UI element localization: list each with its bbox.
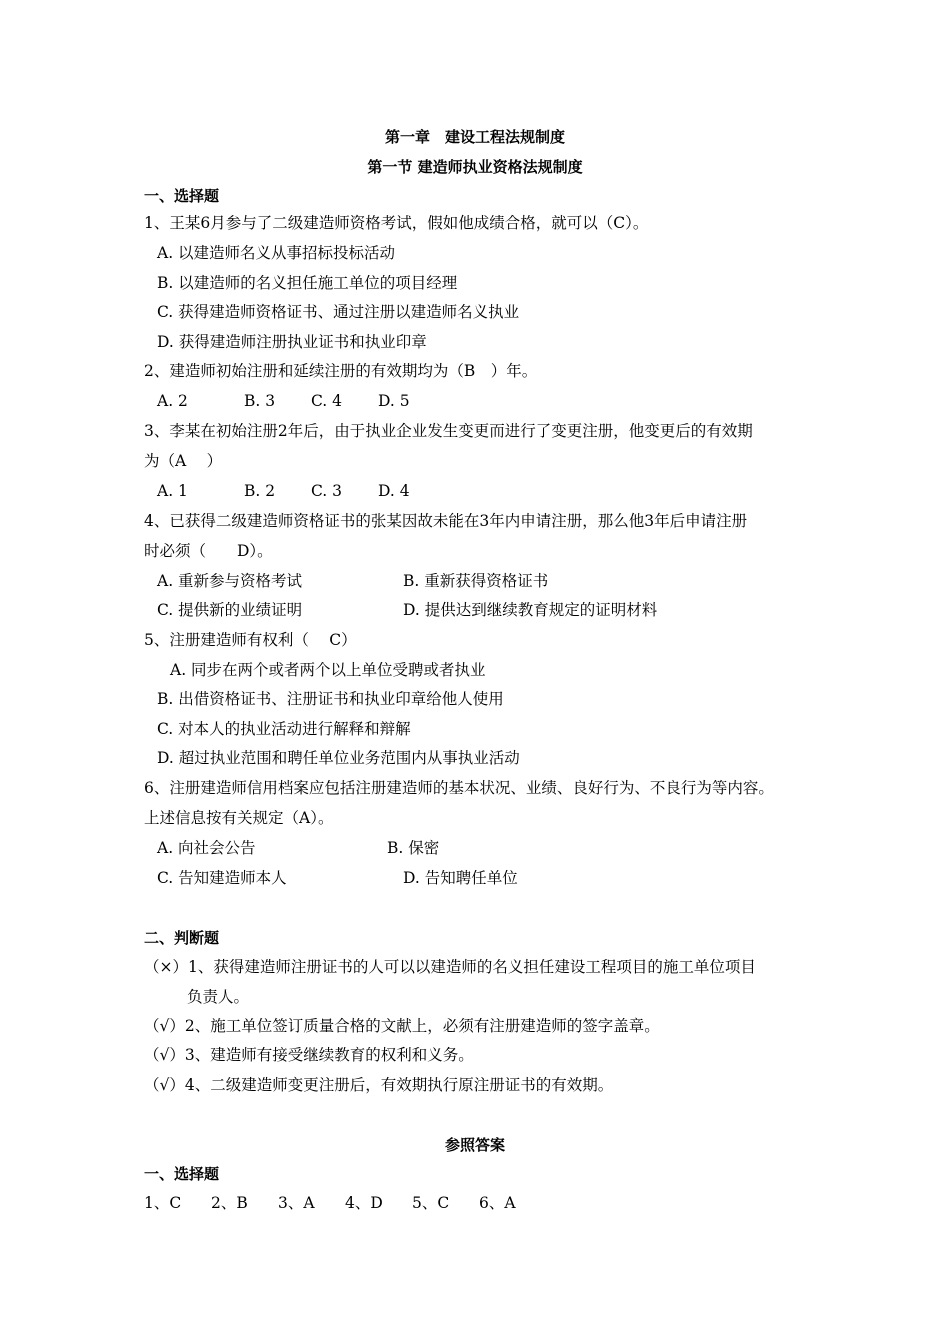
answer-6: 6、A [479,1194,516,1212]
q2-option-d: D. 5 [378,392,410,410]
q5-option-b: B. 出借资格证书、注册证书和执业印章给他人使用 [157,690,504,708]
q1-option-c: C. 获得建造师资格证书、通过注册以建造师名义执业 [157,303,520,321]
q2-stem: 2、建造师初始注册和延续注册的有效期均为（B ）年。 [144,362,538,380]
part1-heading: 一、选择题 [144,187,220,205]
q4-stem-line1: 4、已获得二级建造师资格证书的张某因故未能在3年内申请注册，那么他3年后申请注册 [144,512,748,530]
q4-option-c: C. 提供新的业绩证明 [157,601,303,619]
q3-option-b: B. 2 [244,482,276,500]
part2-heading: 二、判断题 [144,929,220,947]
q6-option-b: B. 保密 [387,839,440,857]
q3-option-d: D. 4 [378,482,410,500]
q3-stem-line2: 为（A ） [144,452,223,470]
q3-option-c: C. 3 [311,482,343,500]
answer-5: 5、C [412,1194,450,1212]
q2-option-a: A. 2 [157,392,188,410]
judge-4: （√）4、二级建造师变更注册后，有效期执行原注册证书的有效期。 [144,1076,614,1094]
judge-1-line2: 负责人。 [187,988,250,1006]
q2-option-c: C. 4 [311,392,343,410]
answers-title: 参照答案 [444,1136,505,1154]
q6-option-d: D. 告知聘任单位 [403,869,518,887]
judge-1-line1: （×）1、获得建造师注册证书的人可以以建造师的名义担任建设工程项目的施工单位项目 [144,958,756,976]
q6-option-a: A. 向社会公告 [157,839,256,857]
q2-option-b: B. 3 [244,392,276,410]
q3-option-a: A. 1 [157,482,188,500]
q3-stem-line1: 3、李某在初始注册2年后，由于执业企业发生变更而进行了变更注册，他变更后的有效期 [144,422,753,440]
section-title: 第一节 建造师执业资格法规制度 [367,158,583,176]
q6-option-c: C. 告知建造师本人 [157,869,287,887]
answer-3: 3、A [278,1194,315,1212]
q4-option-a: A. 重新参与资格考试 [157,572,303,590]
q5-option-d: D. 超过执业范围和聘任单位业务范围内从事执业活动 [157,749,520,767]
answer-4: 4、D [345,1194,383,1212]
q4-stem-line2: 时必须（ D）。 [144,542,273,560]
q5-stem: 5、注册建造师有权利（ C） [144,631,357,649]
answer-2: 2、B [211,1194,248,1212]
chapter-title: 第一章 建设工程法规制度 [384,128,565,146]
q1-option-b: B. 以建造师的名义担任施工单位的项目经理 [157,274,458,292]
q5-option-c: C. 对本人的执业活动进行解释和辩解 [157,720,411,738]
q1-option-d: D. 获得建造师注册执业证书和执业印章 [157,333,427,351]
answer-1: 1、C [144,1194,182,1212]
answers-heading: 一、选择题 [144,1165,220,1183]
q1-stem: 1、王某6月参与了二级建造师资格考试，假如他成绩合格，就可以（C）。 [144,214,649,232]
q1-option-a: A. 以建造师名义从事招标投标活动 [157,244,396,262]
q6-stem-line1: 6、注册建造师信用档案应包括注册建造师的基本状况、业绩、良好行为、不良行为等内容。 [144,779,774,797]
judge-2: （√）2、施工单位签订质量合格的文献上，必须有注册建造师的签字盖章。 [144,1017,660,1035]
q4-option-b: B. 重新获得资格证书 [403,572,549,590]
judge-3: （√）3、建造师有接受继续教育的权利和义务。 [144,1046,474,1064]
q4-option-d: D. 提供达到继续教育规定的证明材料 [403,601,658,619]
q5-option-a: A. 同步在两个或者两个以上单位受聘或者执业 [170,661,486,679]
q6-stem-line2: 上述信息按有关规定（A）。 [144,809,334,827]
